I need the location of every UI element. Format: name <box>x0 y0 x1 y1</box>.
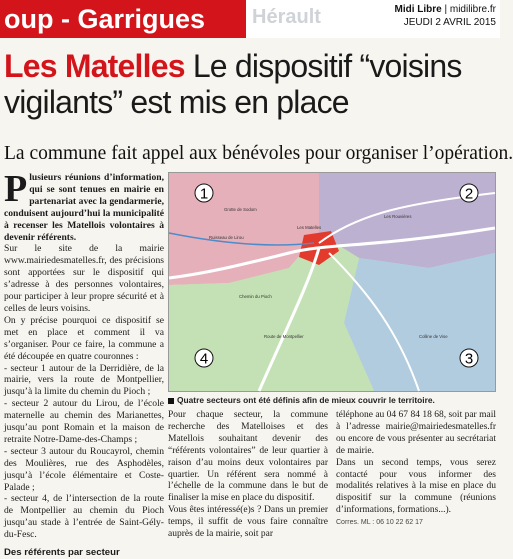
map-caption <box>168 395 496 405</box>
zone-4-number: 4 <box>199 350 209 368</box>
intro-text: lusieurs réunions d’information, qui se sont tenues en mairie en partenariat avec la gendarmerie, conduisent aujourd’hui la municipalité à recenser les Matellois volontaires à devenir référents. <box>4 172 164 243</box>
page-header <box>0 0 500 38</box>
subheadline: La commune fait appel aux bénévoles pour organiser l’opération. <box>4 143 513 164</box>
paragraph: - secteur 2 autour du Lirou, de l’école maternelle au chemin des Marianettes, jusqu’au pont Romain et la maison de retraite Notre-Dame-des-Champs ; <box>4 398 164 445</box>
map-graphic <box>169 173 495 391</box>
paper-url: midilibre.fr <box>449 4 496 15</box>
zone-3-area <box>344 253 495 391</box>
zone-1-number: 1 <box>199 185 209 203</box>
headline <box>4 48 496 120</box>
paragraph: Vous êtes intéressé(e)s ? Dans un premier temps, il suffit de vous faire connaître auprès de la mairie, soit par <box>168 505 328 540</box>
intro-paragraph <box>4 168 164 243</box>
headline-kicker: Les Matelles <box>4 48 185 84</box>
correspondent-line: Corres. ML : 06 10 22 62 17 <box>336 519 423 527</box>
caption-bullet <box>168 398 174 404</box>
paragraph: - secteur 1 autour de la Derridière, de la mairie, vers la route de Montpellier, jusqu’à la limite du chemin du Pioch ; <box>4 362 164 398</box>
paragraph: - secteur 3 autour du Roucayrol, chemin des Moulières, rue des Asphodèles, jusqu’à l’école élémentaire et Coste-Palade ; <box>4 445 164 493</box>
map-label: Les Rouvières <box>384 214 412 219</box>
paragraph: On y précise pourquoi ce dispositif se met en place et comment il va s’organiser. Pour ce faire, la commune a été découpée en quatre couronnes : <box>4 314 164 362</box>
sector-map <box>168 172 496 392</box>
article-column-1 <box>4 168 164 559</box>
paragraph: Pour chaque secteur, la commune recherche des Matelloises et des Matellois souhaitant devenir des “référents volontaires” de leur quartier à raison d’au moins deux volontaires par quartier. Un référent sera nommé à l’échelle de la commune dans le but de finaliser la mise en place du dispositif. <box>168 410 328 504</box>
map-label: Ruisseau de Lirou <box>209 235 244 240</box>
masthead: Midi Libre | midilibre.fr JEUDI 2 AVRIL 2015 <box>394 4 496 28</box>
headline-title: Le dispositif “voisins vigilants” est mis en place <box>4 48 462 120</box>
crosshead: Des référents par secteur <box>4 547 120 559</box>
paragraph: téléphone au 04 67 84 18 68, soit par mail à l’adresse mairie@mairiedesmatelles.fr ou encore de vous présenter au secrétariat de mairie. <box>336 410 496 456</box>
map-label: Colline de Vise <box>419 334 448 339</box>
paragraph: - secteur 4, de l’intersection de la route de Montpellier au chemin du Pioch jusqu’au stade à l’entrée de Saint-Gély-du-Fesc. <box>4 493 164 541</box>
article-column-3 <box>336 410 496 535</box>
paragraph: Sur le site de la mairie www.mairiedesmatelles.fr, des précisions sont apportées sur le dispositif qui s’adresse à des personnes volontaires, pour participer à leur propre sécurité et à celles de leurs voisins. <box>4 243 164 314</box>
article-column-2 <box>168 410 328 540</box>
caption-text: Quatre secteurs ont été définis afin de mieux couvrir le territoire. <box>177 395 435 405</box>
zone-3-number: 3 <box>464 350 474 368</box>
drop-cap: P <box>4 168 28 210</box>
ghost-banner-text: Hérault <box>252 6 321 28</box>
map-label: Route de Montpellier <box>264 334 304 339</box>
map-label: Chemin du Pioch <box>239 294 272 299</box>
publication-date: JEUDI 2 AVRIL 2015 <box>403 17 496 28</box>
section-banner: oup - Garrigues <box>0 0 246 38</box>
paper-name: Midi Libre <box>394 4 442 15</box>
zone-2-number: 2 <box>464 185 474 203</box>
paragraph: Dans un second temps, vous serez contacté pour vous informer des modalités relatives à la mise en place du dispositif sur la commune (réunions d’informations, formations...). <box>336 457 496 516</box>
map-label: Les Matelles <box>297 225 322 230</box>
map-label: Grotte de Sodom <box>224 207 257 212</box>
